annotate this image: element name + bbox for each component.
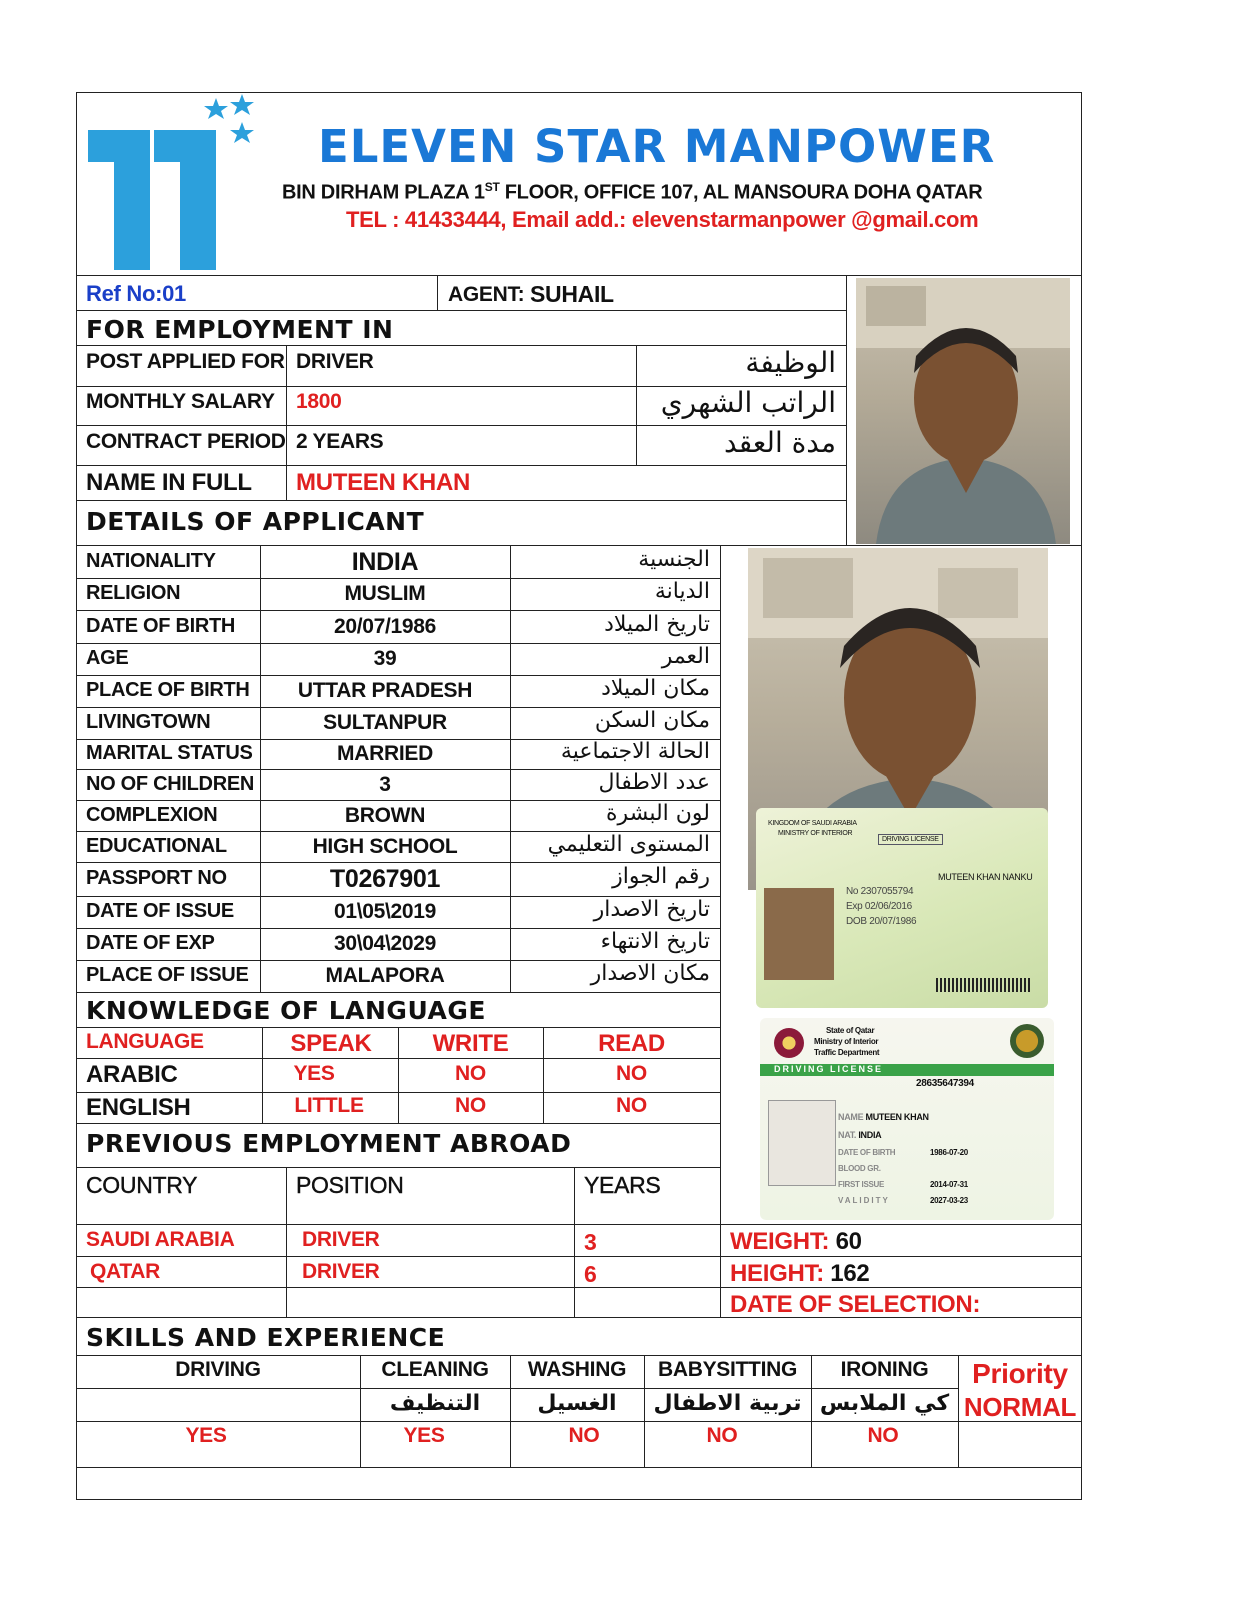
weight-value: 60 bbox=[835, 1228, 862, 1255]
agent-value: SUHAIL bbox=[530, 281, 614, 307]
saudi-exp-label: Exp bbox=[846, 901, 863, 912]
weight-label: WEIGHT: bbox=[730, 1228, 830, 1255]
detail-value: 01\05\2019 bbox=[333, 900, 437, 923]
detail-label: MARITAL STATUS bbox=[86, 742, 253, 764]
qatar-ministry: Ministry of Interior bbox=[814, 1037, 879, 1046]
detail-label: PLACE OF BIRTH bbox=[86, 679, 250, 701]
rule bbox=[76, 500, 846, 501]
rule bbox=[76, 1256, 1082, 1257]
detail-value: 20/07/1986 bbox=[333, 614, 437, 638]
rule bbox=[76, 1355, 1082, 1356]
details-title: DETAILS OF APPLICANT bbox=[86, 507, 425, 536]
detail-value: MALAPORA bbox=[325, 964, 445, 987]
rule bbox=[574, 1167, 575, 1317]
qatar-validity-value: 2027-03-23 bbox=[930, 1196, 968, 1205]
skill-ironing-ar: كي الملابس bbox=[819, 1391, 950, 1416]
detail-label: NO OF CHILDREN bbox=[86, 772, 255, 795]
detail-rule bbox=[76, 643, 720, 644]
detail-label: NATIONALITY bbox=[86, 549, 216, 572]
weight bbox=[730, 1228, 862, 1256]
salary-arabic: الراتب الشهري bbox=[660, 386, 836, 419]
priority-value: NORMAL bbox=[963, 1392, 1077, 1422]
rule bbox=[510, 1355, 511, 1467]
saudi-ministry: MINISTRY OF INTERIOR bbox=[778, 830, 853, 837]
qatar-name-label: NAME bbox=[838, 1112, 864, 1122]
detail-label: EDUCATIONAL bbox=[86, 834, 227, 857]
years-header: YEARS bbox=[584, 1172, 661, 1198]
arabic-read: NO bbox=[616, 1062, 647, 1085]
saudi-name: MUTEEN KHAN NANKU bbox=[938, 872, 1033, 882]
country-header: COUNTRY bbox=[86, 1172, 198, 1198]
detail-value: INDIA bbox=[351, 547, 419, 576]
ref-number: Ref No:01 bbox=[86, 281, 186, 306]
saudi-no-label: No bbox=[846, 886, 859, 897]
rule bbox=[811, 1355, 812, 1467]
qatar-nat bbox=[838, 1130, 881, 1140]
saudi-dob bbox=[846, 916, 916, 927]
qatar-nat-value: INDIA bbox=[858, 1130, 882, 1140]
company-contact: TEL : 41433444, Email add.: elevenstarmanpower @gmail.com bbox=[346, 207, 979, 232]
company-address bbox=[282, 180, 982, 205]
skill-washing-value: NO bbox=[568, 1424, 600, 1447]
salary-value: 1800 bbox=[296, 390, 342, 413]
qatar-dob bbox=[838, 1148, 895, 1157]
qatar-dept: Traffic Department bbox=[814, 1048, 880, 1057]
previous-title: PREVIOUS EMPLOYMENT ABROAD bbox=[86, 1129, 572, 1158]
skill-driving: DRIVING bbox=[175, 1358, 261, 1381]
rule bbox=[398, 1027, 399, 1123]
rule bbox=[76, 992, 720, 993]
rule bbox=[76, 1167, 720, 1168]
detail-arabic: تاريخ الانتهاء bbox=[600, 929, 710, 954]
address-sup: ST bbox=[484, 180, 500, 194]
name-label: NAME IN FULL bbox=[86, 469, 252, 496]
skill-cleaning-value: YES bbox=[403, 1424, 445, 1447]
saudi-no-value: 2307055794 bbox=[860, 886, 914, 897]
detail-value: UTTAR PRADESH bbox=[297, 679, 473, 702]
detail-arabic: الجنسية bbox=[638, 546, 710, 572]
qatar-number: 28635647394 bbox=[916, 1078, 974, 1089]
saudi-driving-license bbox=[756, 808, 1048, 1008]
detail-arabic: لون البشرة bbox=[606, 800, 710, 826]
detail-value: MUSLIM bbox=[344, 582, 426, 605]
qatar-driving-license bbox=[760, 1018, 1054, 1220]
saudi-barcode-icon bbox=[936, 978, 1031, 992]
skill-babysitting-value: NO bbox=[706, 1424, 738, 1447]
detail-arabic: الديانة bbox=[654, 579, 710, 604]
prev-years-2: 6 bbox=[584, 1261, 597, 1287]
detail-label: AGE bbox=[86, 647, 129, 669]
detail-value: 39 bbox=[373, 647, 397, 670]
detail-column-rule bbox=[510, 545, 511, 992]
employment-title: FOR EMPLOYMENT IN bbox=[86, 315, 394, 344]
rule bbox=[636, 345, 637, 465]
name-value: MUTEEN KHAN bbox=[296, 469, 471, 496]
detail-arabic: الحالة الاجتماعية bbox=[560, 739, 710, 764]
detail-label: PASSPORT NO bbox=[86, 867, 227, 889]
english-read: NO bbox=[616, 1094, 647, 1117]
prev-country-1: SAUDI ARABIA bbox=[86, 1228, 235, 1251]
post-label: POST APPLIED FOR bbox=[86, 350, 285, 373]
english-speak: LITTLE bbox=[294, 1094, 364, 1117]
qatar-validity: VALIDITY bbox=[838, 1196, 890, 1205]
rule bbox=[76, 1467, 1082, 1468]
qatar-issue: FIRST ISSUE bbox=[838, 1180, 885, 1189]
detail-label: PLACE OF ISSUE bbox=[86, 964, 249, 986]
height-label: HEIGHT: bbox=[730, 1260, 824, 1287]
prev-years-1: 3 bbox=[584, 1229, 597, 1255]
prev-position-1: DRIVER bbox=[302, 1228, 380, 1251]
qatar-emblem-icon bbox=[774, 1028, 804, 1058]
address-line: BIN DIRHAM PLAZA 1 bbox=[282, 181, 485, 204]
saudi-exp-value: 02/06/2016 bbox=[864, 901, 912, 912]
detail-label: LIVINGTOWN bbox=[86, 711, 211, 733]
qatar-nat-label: NAT. bbox=[838, 1130, 857, 1140]
saudi-dob-label: DOB bbox=[846, 916, 867, 927]
company-name: ELEVEN STAR MANPOWER bbox=[318, 120, 996, 173]
qatar-dob-value: 1986-07-20 bbox=[930, 1148, 968, 1157]
qatar-issue-value: 2014-07-31 bbox=[930, 1180, 968, 1189]
skill-driving-value: YES bbox=[185, 1424, 227, 1447]
contract-arabic: مدة العقد bbox=[724, 426, 836, 459]
detail-arabic: مكان الاصدار bbox=[590, 961, 710, 986]
address-line-rest: FLOOR, OFFICE 107, AL MANSOURA DOHA QATAR bbox=[499, 181, 983, 204]
saudi-type: DRIVING LICENSE bbox=[878, 834, 943, 845]
qatar-type: DRIVING LICENSE bbox=[760, 1064, 1054, 1076]
skill-cleaning: CLEANING bbox=[381, 1358, 489, 1381]
language-header: LANGUAGE bbox=[86, 1030, 204, 1053]
rule bbox=[262, 1027, 263, 1123]
rule bbox=[76, 545, 1082, 546]
priority-label: Priority bbox=[972, 1358, 1068, 1389]
detail-label: RELIGION bbox=[86, 582, 181, 604]
rule bbox=[846, 275, 847, 545]
detail-label: COMPLEXION bbox=[86, 803, 218, 826]
qatar-dob-label: DATE OF BIRTH bbox=[838, 1148, 896, 1157]
rule bbox=[437, 275, 438, 311]
company-logo bbox=[86, 94, 266, 272]
qatar-moi-emblem-icon bbox=[1010, 1024, 1044, 1058]
logo-eleven-icon bbox=[86, 94, 266, 272]
detail-rule bbox=[76, 862, 720, 863]
skill-cleaning-ar: التنظيف bbox=[389, 1391, 481, 1416]
detail-column-rule bbox=[260, 545, 261, 992]
detail-value: SULTANPUR bbox=[323, 711, 447, 734]
detail-value: BROWN bbox=[344, 803, 426, 827]
detail-arabic: مكان الميلاد bbox=[601, 676, 710, 701]
rule bbox=[286, 1167, 287, 1317]
rule bbox=[720, 545, 721, 1317]
post-arabic: الوظيفة bbox=[745, 346, 836, 379]
rule bbox=[360, 1355, 361, 1467]
detail-value: 3 bbox=[379, 772, 391, 796]
position-header: POSITION bbox=[296, 1172, 404, 1198]
rule bbox=[76, 1123, 720, 1124]
detail-rule bbox=[76, 578, 720, 579]
rule bbox=[644, 1355, 645, 1467]
saudi-country: KINGDOM OF SAUDI ARABIA bbox=[768, 820, 857, 827]
speak-header: SPEAK bbox=[290, 1030, 372, 1057]
qatar-name-value: MUTEEN KHAN bbox=[865, 1112, 929, 1122]
rule bbox=[76, 275, 1082, 276]
salary-label: MONTHLY SALARY bbox=[86, 390, 275, 413]
detail-arabic: تاريخ الاصدار bbox=[593, 897, 710, 922]
skill-babysitting: BABYSITTING bbox=[657, 1358, 798, 1381]
write-header: WRITE bbox=[432, 1030, 509, 1057]
detail-label: DATE OF EXP bbox=[86, 932, 215, 954]
rule bbox=[543, 1027, 544, 1123]
detail-arabic: المستوى التعليمي bbox=[547, 831, 710, 857]
rule bbox=[76, 1224, 1082, 1225]
english-write: NO bbox=[455, 1094, 486, 1117]
detail-arabic: العمر bbox=[661, 644, 710, 669]
detail-arabic: تاريخ الميلاد bbox=[604, 611, 710, 637]
rule bbox=[76, 1317, 1082, 1318]
skills-title: SKILLS AND EXPERIENCE bbox=[86, 1323, 446, 1352]
agent-label: AGENT: bbox=[448, 283, 525, 306]
arabic-lang: ARABIC bbox=[86, 1061, 178, 1088]
detail-arabic: مكان السكن bbox=[594, 708, 710, 733]
qatar-name bbox=[838, 1112, 929, 1122]
height bbox=[730, 1260, 869, 1288]
skill-washing-ar: الغسيل bbox=[537, 1391, 617, 1416]
date-of-selection: DATE OF SELECTION: bbox=[730, 1291, 981, 1318]
qatar-blood: BLOOD GR. bbox=[838, 1164, 881, 1173]
detail-value: MARRIED bbox=[337, 742, 433, 765]
rule bbox=[76, 1421, 1082, 1422]
detail-label: DATE OF BIRTH bbox=[86, 614, 236, 637]
arabic-write: NO bbox=[455, 1062, 486, 1085]
prev-country-2: QATAR bbox=[90, 1260, 161, 1283]
saudi-exp bbox=[846, 901, 912, 912]
saudi-no bbox=[846, 886, 913, 897]
detail-value: HIGH SCHOOL bbox=[312, 834, 458, 858]
rule bbox=[286, 345, 287, 500]
prev-position-2: DRIVER bbox=[302, 1260, 380, 1283]
detail-arabic: رقم الجواز bbox=[612, 864, 710, 889]
detail-arabic: عدد الاطفال bbox=[598, 769, 710, 795]
post-value: DRIVER bbox=[296, 350, 374, 373]
height-value: 162 bbox=[830, 1260, 870, 1287]
saudi-dob-value: 20/07/1986 bbox=[869, 916, 917, 927]
rule bbox=[76, 310, 846, 311]
read-header: READ bbox=[598, 1030, 665, 1057]
rule bbox=[958, 1355, 959, 1467]
english-lang: ENGLISH bbox=[86, 1094, 191, 1121]
saudi-photo bbox=[764, 888, 834, 980]
qatar-photo bbox=[768, 1100, 836, 1186]
detail-value: 30\04\2029 bbox=[333, 932, 437, 955]
arabic-speak: YES bbox=[293, 1062, 335, 1085]
language-title: KNOWLEDGE OF LANGUAGE bbox=[86, 996, 486, 1025]
rule bbox=[76, 345, 846, 346]
skill-washing: WASHING bbox=[527, 1358, 627, 1381]
rule bbox=[76, 1287, 1082, 1288]
contract-value: 2 YEARS bbox=[296, 430, 384, 453]
rule bbox=[76, 1388, 958, 1389]
skill-ironing-value: NO bbox=[867, 1424, 899, 1447]
skill-babysitting-ar: تربية الاطفال bbox=[653, 1391, 802, 1416]
qatar-state: State of Qatar bbox=[826, 1026, 875, 1035]
skill-ironing: IRONING bbox=[840, 1358, 929, 1381]
rule bbox=[76, 465, 846, 466]
contract-label: CONTRACT PERIOD bbox=[86, 430, 286, 453]
detail-label: DATE OF ISSUE bbox=[86, 900, 234, 922]
applicant-photo-top bbox=[856, 278, 1070, 544]
detail-value: T0267901 bbox=[329, 865, 441, 893]
